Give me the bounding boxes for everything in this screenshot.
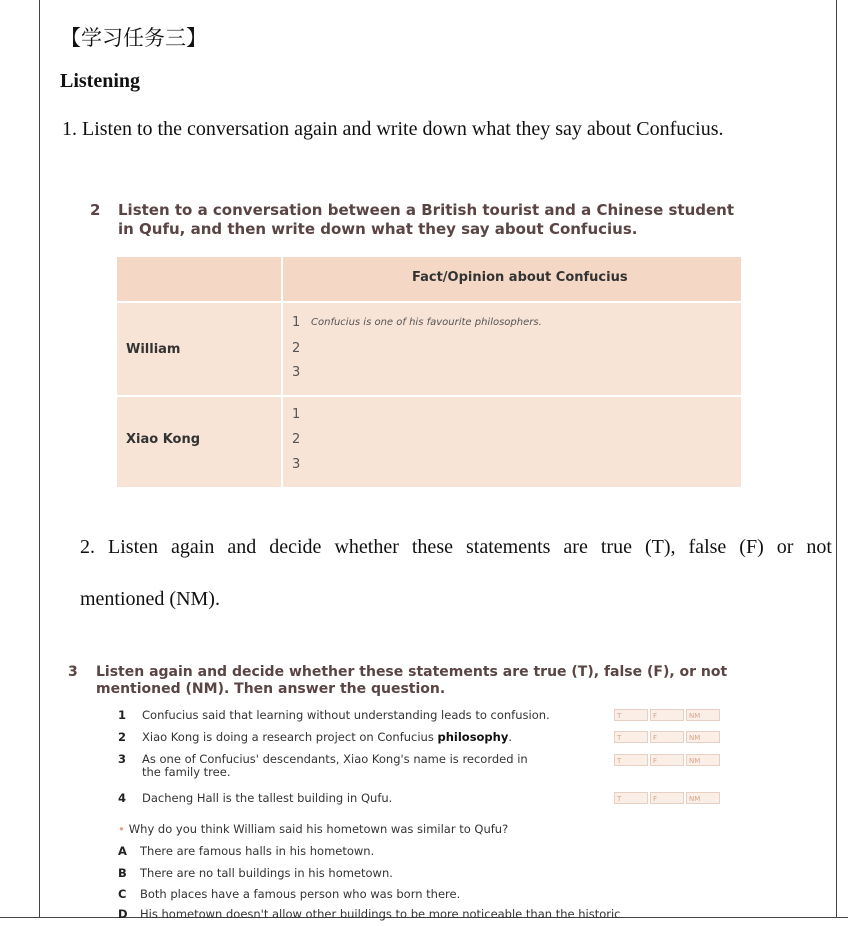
not-mentioned-box[interactable]: NM (686, 754, 720, 766)
option-letter: B (118, 866, 127, 880)
question-1: 1. Listen to the conversation again and write down what they say about Confucius. (62, 118, 724, 140)
statement-2 (118, 731, 588, 744)
statement-3 (118, 753, 548, 779)
statement-text: As one of Confucius' descendants, Xiao Kong's name is recorded in the family tree. (142, 752, 528, 779)
false-box[interactable]: F (650, 731, 684, 743)
not-mentioned-box[interactable]: NM (686, 709, 720, 721)
tf-boxes-4 (614, 792, 720, 804)
william-item-1: 1 (292, 315, 301, 330)
true-box[interactable]: T (614, 709, 648, 721)
option-d[interactable] (118, 907, 621, 921)
textbook2-instruction (68, 664, 728, 698)
statement-text-part: Xiao Kong is doing a research project on Confucius (142, 730, 438, 744)
true-box[interactable]: T (614, 754, 648, 766)
option-letter: D (118, 907, 128, 921)
row-name-william: William (126, 342, 181, 357)
question-2-line-2: mentioned (NM). (80, 588, 220, 610)
not-mentioned-box[interactable]: NM (686, 792, 720, 804)
william-example-note: Confucius is one of his favourite philosophers. (311, 317, 542, 328)
true-box[interactable]: T (614, 731, 648, 743)
fact-opinion-table (117, 257, 741, 487)
statement-text-part: . (508, 730, 513, 744)
false-box[interactable]: F (650, 792, 684, 804)
statement-bold-word: philosophy (437, 730, 509, 744)
table-row-divider (117, 395, 741, 397)
option-c[interactable] (118, 887, 460, 901)
statement-number: 2 (118, 730, 127, 744)
option-text: There are famous halls in his hometown. (140, 844, 375, 858)
page-border-left (39, 0, 40, 918)
table-row-divider (117, 301, 741, 303)
statement-1 (118, 709, 588, 722)
textbook1-instruction-text: Listen to a conversation between a British tourist and a Chinese student in Qufu, and then write down what they say about Confucius. (118, 201, 735, 238)
statement-4 (118, 792, 588, 805)
page-border-right (836, 0, 837, 918)
william-item-2: 2 (292, 341, 301, 356)
option-letter: C (118, 887, 127, 901)
not-mentioned-box[interactable]: NM (686, 731, 720, 743)
false-box[interactable]: F (650, 754, 684, 766)
textbook2-instruction-text: Listen again and decide whether these statements are true (T), false (F), or not mentioned (NM). Then answer the question. (96, 664, 728, 697)
statement-number: 3 (118, 752, 127, 766)
tf-boxes-2 (614, 731, 720, 743)
question-2-line-1: 2. Listen again and decide whether these statements are true (T), false (F) or not (80, 536, 832, 558)
xiaokong-item-1: 1 (292, 407, 301, 422)
true-box[interactable]: T (614, 792, 648, 804)
textbook1-instruction (90, 201, 750, 239)
statement-number: 1 (118, 708, 127, 722)
option-text: There are no tall buildings in his hometown. (140, 866, 393, 880)
xiaokong-item-2: 2 (292, 432, 301, 447)
why-question-text: Why do you think William said his hometown was similar to Qufu? (128, 822, 509, 836)
statement-text: Confucius said that learning without understanding leads to confusion. (142, 708, 550, 722)
tf-boxes-3 (614, 754, 720, 766)
option-a[interactable] (118, 844, 374, 858)
textbook2-number: 3 (68, 664, 78, 680)
false-box[interactable]: F (650, 709, 684, 721)
task-title: 【学习任务三】 (60, 26, 207, 50)
option-b[interactable] (118, 866, 393, 880)
william-item-3: 3 (292, 365, 301, 380)
table-column-divider (281, 257, 283, 487)
statement-text (142, 731, 588, 744)
tf-boxes-1 (614, 709, 720, 721)
xiaokong-item-3: 3 (292, 457, 301, 472)
row-name-xiao-kong: Xiao Kong (126, 432, 201, 447)
why-question (118, 822, 508, 836)
bullet-icon: • (118, 822, 125, 836)
option-letter: A (118, 844, 127, 858)
option-text: His hometown doesn't allow other buildings to be more noticeable than the historic (140, 907, 621, 921)
section-heading: Listening (60, 70, 141, 92)
statement-number: 4 (118, 791, 127, 805)
textbook1-number: 2 (90, 201, 101, 219)
table-header-label: Fact/Opinion about Confucius (412, 270, 628, 285)
statement-text: Dacheng Hall is the tallest building in Qufu. (142, 791, 393, 805)
option-text: Both places have a famous person who was born there. (140, 887, 461, 901)
